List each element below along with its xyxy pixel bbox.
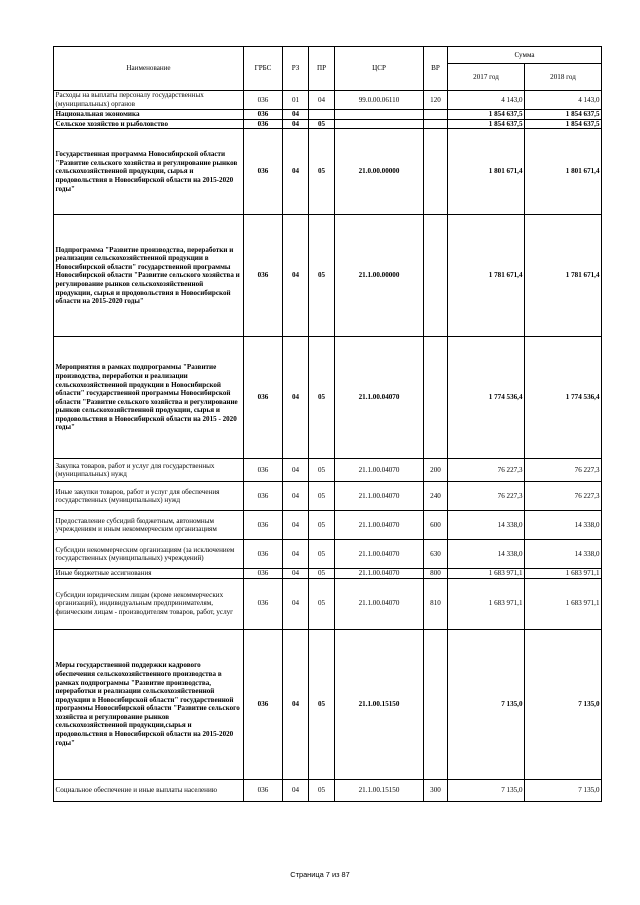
cell-grbs: 036 — [244, 110, 283, 120]
table-row — [54, 110, 602, 120]
cell-vr — [424, 119, 448, 129]
table-row — [54, 459, 602, 482]
cell-y2018: 4 143,0 — [525, 91, 602, 110]
header-sum: Сумма — [448, 47, 602, 64]
cell-name: Закупка товаров, работ и услуг для государственных (муниципальных) нужд — [54, 459, 244, 482]
table-row — [54, 511, 602, 540]
cell-rz: 01 — [283, 91, 309, 110]
cell-csr: 21.1.00.04070 — [335, 569, 424, 579]
cell-y2017: 1 781 671,4 — [448, 215, 525, 337]
cell-grbs: 036 — [244, 511, 283, 540]
cell-csr — [335, 119, 424, 129]
table-row — [54, 337, 602, 459]
cell-name: Социальное обеспечение и иные выплаты населению — [54, 779, 244, 801]
cell-y2018: 14 338,0 — [525, 511, 602, 540]
cell-rz: 04 — [283, 629, 309, 779]
cell-vr: 240 — [424, 482, 448, 511]
table-row — [54, 215, 602, 337]
budget-table — [53, 46, 602, 802]
cell-vr — [424, 215, 448, 337]
cell-grbs: 036 — [244, 540, 283, 569]
cell-pr: 05 — [309, 540, 335, 569]
header-name: Наименование — [54, 47, 244, 91]
cell-rz: 04 — [283, 129, 309, 215]
cell-rz: 04 — [283, 482, 309, 511]
cell-csr: 99.0.00.06110 — [335, 91, 424, 110]
cell-pr: 05 — [309, 482, 335, 511]
cell-name: Предоставление субсидий бюджетным, автономным учреждениям и иным некоммерческим организациям — [54, 511, 244, 540]
cell-vr — [424, 129, 448, 215]
cell-y2017: 1 774 536,4 — [448, 337, 525, 459]
table-row — [54, 779, 602, 801]
cell-vr: 810 — [424, 578, 448, 629]
cell-vr: 630 — [424, 540, 448, 569]
cell-vr — [424, 629, 448, 779]
header-2018: 2018 год — [525, 64, 602, 91]
cell-y2018: 76 227,3 — [525, 482, 602, 511]
cell-csr: 21.1.00.04070 — [335, 511, 424, 540]
cell-pr: 04 — [309, 91, 335, 110]
cell-y2018: 1 683 971,1 — [525, 578, 602, 629]
cell-rz: 04 — [283, 459, 309, 482]
cell-pr: 05 — [309, 119, 335, 129]
cell-y2017: 7 135,0 — [448, 779, 525, 801]
cell-y2017: 14 338,0 — [448, 540, 525, 569]
cell-csr: 21.1.00.04070 — [335, 482, 424, 511]
cell-rz: 04 — [283, 119, 309, 129]
cell-csr: 21.1.00.04070 — [335, 540, 424, 569]
table-row — [54, 129, 602, 215]
cell-name: Подпрограмма "Развитие производства, переработки и реализации сельскохозяйственной продукции в Новосибирской области" государственной программы Новосибирской области "Развитие сельского хозяйства и регулирование рынков сельскохозяйственной продукции, сырья и продовольствия в Новосибирской области на 2015-2020 годы" — [54, 215, 244, 337]
table-row — [54, 119, 602, 129]
cell-y2017: 1 854 637,5 — [448, 110, 525, 120]
cell-grbs: 036 — [244, 129, 283, 215]
cell-pr: 05 — [309, 129, 335, 215]
cell-pr — [309, 110, 335, 120]
cell-vr — [424, 337, 448, 459]
cell-y2018: 7 135,0 — [525, 779, 602, 801]
cell-grbs: 036 — [244, 629, 283, 779]
header-pr: ПР — [309, 47, 335, 91]
cell-pr: 05 — [309, 337, 335, 459]
table-row — [54, 629, 602, 779]
cell-name: Национальная экономика — [54, 110, 244, 120]
cell-name: Субсидии юридическим лицам (кроме некоммерческих организаций), индивидуальным предпринимателям, физическим лицам - производителям товаров, работ, услуг — [54, 578, 244, 629]
table-row — [54, 91, 602, 110]
header-vr: ВР — [424, 47, 448, 91]
cell-csr: 21.1.00.15150 — [335, 629, 424, 779]
cell-y2017: 4 143,0 — [448, 91, 525, 110]
cell-name: Иные закупки товаров, работ и услуг для обеспечения государственных (муниципальных) нужд — [54, 482, 244, 511]
cell-grbs: 036 — [244, 569, 283, 579]
cell-grbs: 036 — [244, 459, 283, 482]
cell-pr: 05 — [309, 459, 335, 482]
cell-pr: 05 — [309, 779, 335, 801]
cell-grbs: 036 — [244, 779, 283, 801]
cell-y2018: 7 135,0 — [525, 629, 602, 779]
cell-y2018: 14 338,0 — [525, 540, 602, 569]
cell-vr: 800 — [424, 569, 448, 579]
cell-vr: 120 — [424, 91, 448, 110]
cell-grbs: 036 — [244, 91, 283, 110]
cell-name: Сельское хозяйство и рыболовство — [54, 119, 244, 129]
cell-grbs: 036 — [244, 482, 283, 511]
header-csr: ЦСР — [335, 47, 424, 91]
cell-y2017: 1 683 971,1 — [448, 578, 525, 629]
cell-y2018: 1 774 536,4 — [525, 337, 602, 459]
cell-y2018: 1 683 971,1 — [525, 569, 602, 579]
cell-grbs: 036 — [244, 215, 283, 337]
table-body — [54, 91, 602, 802]
cell-y2017: 76 227,3 — [448, 482, 525, 511]
cell-y2017: 1 854 637,5 — [448, 119, 525, 129]
cell-y2018: 76 227,3 — [525, 459, 602, 482]
cell-csr: 21.1.00.15150 — [335, 779, 424, 801]
cell-y2017: 1 801 671,4 — [448, 129, 525, 215]
page-footer: Страница 7 из 87 — [290, 870, 350, 879]
cell-vr: 600 — [424, 511, 448, 540]
cell-pr: 05 — [309, 511, 335, 540]
cell-rz: 04 — [283, 337, 309, 459]
cell-y2018: 1 781 671,4 — [525, 215, 602, 337]
cell-csr: 21.1.00.04070 — [335, 578, 424, 629]
cell-y2017: 76 227,3 — [448, 459, 525, 482]
cell-pr: 05 — [309, 569, 335, 579]
table-row — [54, 540, 602, 569]
cell-vr: 200 — [424, 459, 448, 482]
cell-grbs: 036 — [244, 119, 283, 129]
header-2017: 2017 год — [448, 64, 525, 91]
cell-rz: 04 — [283, 569, 309, 579]
cell-vr — [424, 110, 448, 120]
cell-name: Государственная программа Новосибирской области "Развитие сельского хозяйства и регулирование рынков сельскохозяйственной продукции, сырья и продовольствия в Новосибирской области на 2015-2020 годы" — [54, 129, 244, 215]
table-row — [54, 578, 602, 629]
cell-pr: 05 — [309, 629, 335, 779]
cell-rz: 04 — [283, 578, 309, 629]
cell-csr: 21.0.00.00000 — [335, 129, 424, 215]
cell-name: Иные бюджетные ассигнования — [54, 569, 244, 579]
cell-rz: 04 — [283, 110, 309, 120]
cell-rz: 04 — [283, 511, 309, 540]
cell-y2017: 14 338,0 — [448, 511, 525, 540]
cell-pr: 05 — [309, 578, 335, 629]
cell-y2017: 1 683 971,1 — [448, 569, 525, 579]
cell-y2017: 7 135,0 — [448, 629, 525, 779]
cell-csr — [335, 110, 424, 120]
cell-grbs: 036 — [244, 578, 283, 629]
cell-y2018: 1 801 671,4 — [525, 129, 602, 215]
table-row — [54, 569, 602, 579]
cell-vr: 300 — [424, 779, 448, 801]
header-rz: РЗ — [283, 47, 309, 91]
cell-y2018: 1 854 637,5 — [525, 119, 602, 129]
cell-rz: 04 — [283, 540, 309, 569]
cell-grbs: 036 — [244, 337, 283, 459]
cell-pr: 05 — [309, 215, 335, 337]
cell-rz: 04 — [283, 779, 309, 801]
cell-name: Мероприятия в рамках подпрограммы "Развитие производства, переработки и реализации сельскохозяйственной продукции в Новосибирской области" государственной программы Новосибирской области "Развитие сельского хозяйства и регулирование рынков сельскохозяйственной продукции, сырья и продовольствия в Новосибирской области на 2015 - 2020 годы" — [54, 337, 244, 459]
cell-y2018: 1 854 637,5 — [525, 110, 602, 120]
cell-csr: 21.1.00.04070 — [335, 459, 424, 482]
cell-csr: 21.1.00.00000 — [335, 215, 424, 337]
cell-name: Субсидии некоммерческим организациям (за исключением государственных (муниципальных) учреждений) — [54, 540, 244, 569]
cell-name: Расходы на выплаты персоналу государственных (муниципальных) органов — [54, 91, 244, 110]
cell-csr: 21.1.00.04070 — [335, 337, 424, 459]
header-grbs: ГРБС — [244, 47, 283, 91]
cell-rz: 04 — [283, 215, 309, 337]
table-row — [54, 482, 602, 511]
cell-name: Меры государственной поддержки кадрового обеспечения сельскохозяйственного производства в рамках подпрограммы "Развитие производства, переработки и реализации сельскохозяйственной продукции в Новосибирской области" государственной программы Новосибирской области "Развитие сельского хозяйства и регулирование рынков сельскохозяйственной продукции,сырья и продовольствия в Новосибирской области на 2015-2020 годы" — [54, 629, 244, 779]
